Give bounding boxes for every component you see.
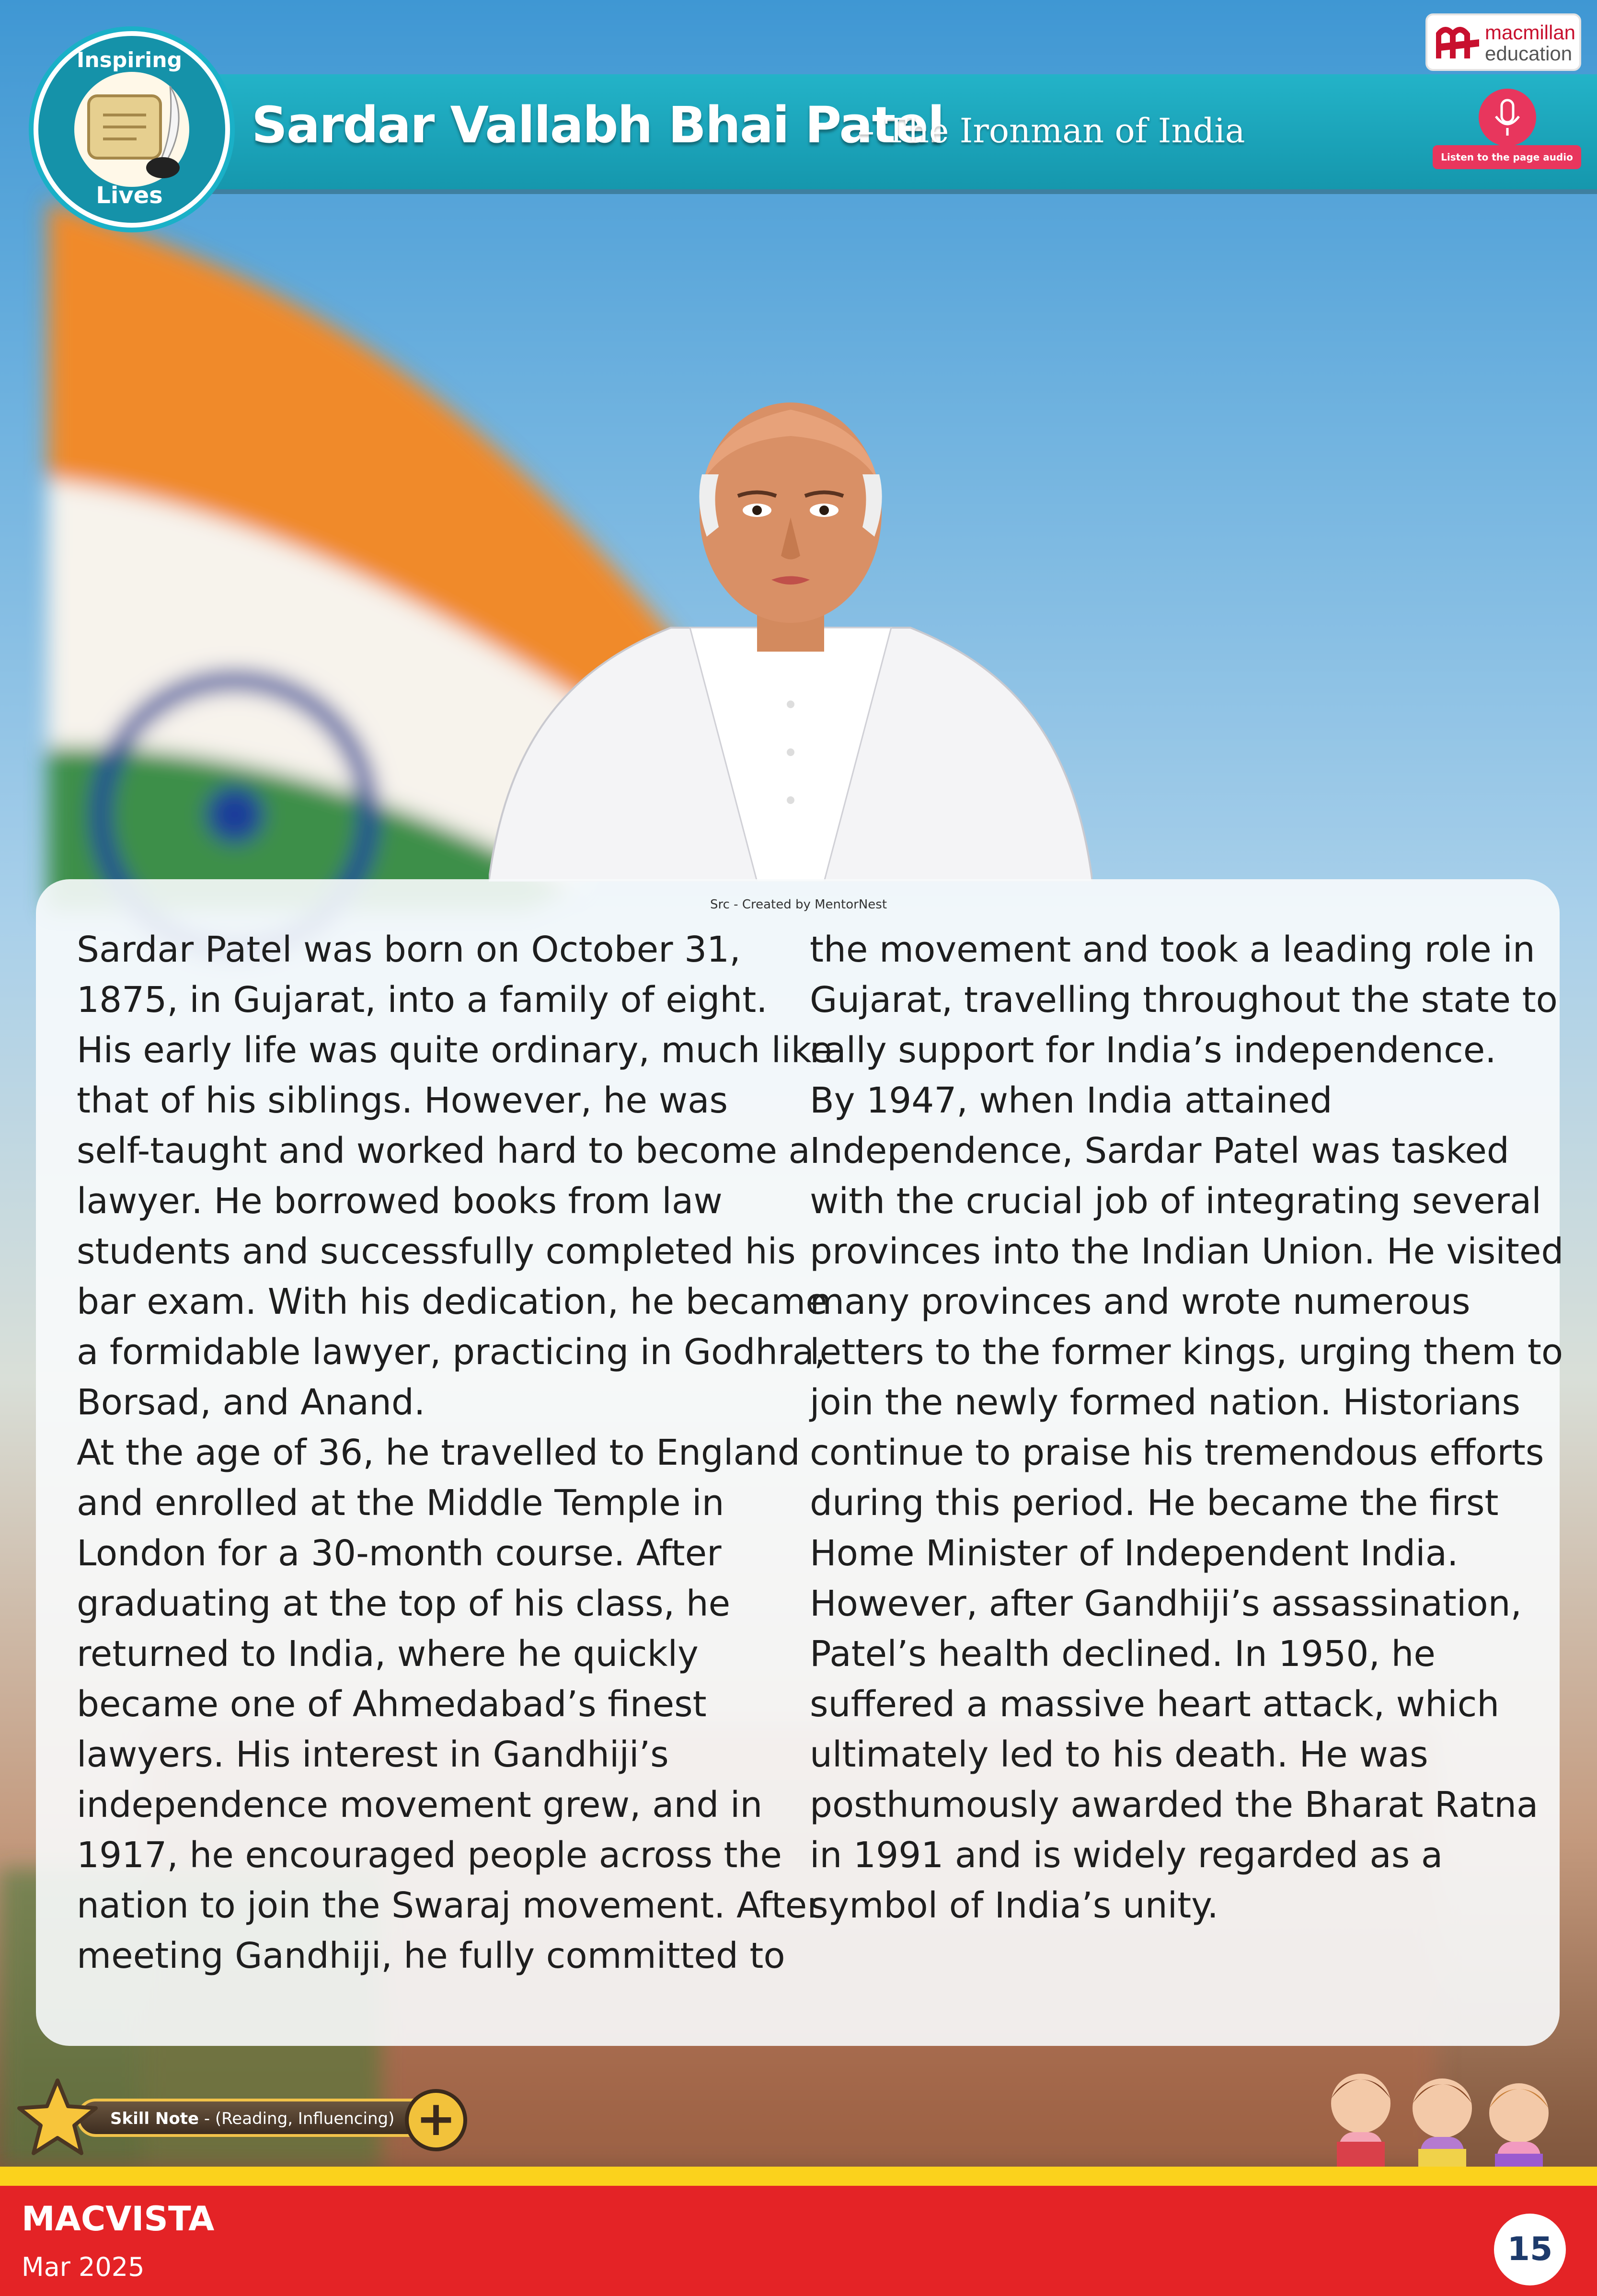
article-line: independence movement grew, and in (77, 1784, 763, 1825)
article-line: bar exam. With his dedication, he became (77, 1281, 827, 1322)
badge-bottom-label: Lives (96, 182, 163, 209)
footer-stripe (0, 2167, 1597, 2186)
macmillan-m-icon (1436, 25, 1479, 61)
article-line: became one of Ahmedabad’s finest (77, 1684, 707, 1725)
star-icon (14, 2075, 101, 2161)
listen-audio-button[interactable] (1433, 89, 1581, 170)
macmillan-education-logo (1425, 13, 1581, 71)
audio-button-label: Listen to the page audio (1433, 145, 1581, 169)
image-credit: Src - Created by MentorNest (710, 897, 887, 912)
article-line: lawyers. His interest in Gandhiji’s (77, 1734, 669, 1775)
article-line: returned to India, where he quickly (77, 1633, 699, 1675)
issue-date: Mar 2025 (22, 2252, 145, 2282)
article-line: join the newly formed nation. Historians (810, 1382, 1521, 1423)
plus-icon[interactable]: + (405, 2089, 467, 2151)
article-line: and enrolled at the Middle Temple in (77, 1482, 724, 1524)
skill-note-label: Skill Note (110, 2109, 199, 2128)
article-line: ultimately led to his death. He was (810, 1734, 1428, 1775)
article-line: letters to the former kings, urging them to (810, 1332, 1563, 1373)
skill-note-detail: - (Reading, Influencing) (199, 2109, 395, 2128)
logo-line-1: macmillan (1485, 21, 1576, 44)
page-number: 15 (1494, 2214, 1566, 2285)
article-line: Home Minister of Independent India. (810, 1533, 1459, 1574)
article-column-right (810, 925, 1563, 1931)
article-line: the movement and took a leading role in (810, 929, 1535, 970)
article-line: Patel’s health declined. In 1950, he (810, 1633, 1436, 1675)
article-line: However, after Gandhiji’s assassination, (810, 1583, 1522, 1624)
article-line: during this period. He became the first (810, 1482, 1499, 1524)
article-line: His early life was quite ordinary, much like (77, 1030, 832, 1071)
article-line: that of his siblings. However, he was (77, 1080, 728, 1121)
article-line: London for a 30-month course. After (77, 1533, 722, 1574)
microphone-icon (1479, 89, 1536, 146)
article-line: in 1991 and is widely regarded as a (810, 1835, 1443, 1876)
article-line: Independence, Sardar Patel was tasked (810, 1130, 1509, 1171)
article-line: rally support for India’s independence. (810, 1030, 1496, 1071)
article-column-left (77, 925, 832, 1981)
logo-line-2: education (1485, 42, 1573, 65)
skill-note[interactable] (14, 2075, 470, 2156)
badge-top-label: Inspiring (76, 48, 183, 72)
article-line: provinces into the Indian Union. He visited (810, 1231, 1564, 1272)
article-line: Gujarat, travelling throughout the state to (810, 979, 1558, 1021)
article-line: Sardar Patel was born on October 31, (77, 929, 741, 970)
article-line: At the age of 36, he travelled to England (77, 1432, 800, 1473)
page-subtitle: – The Ironman of India (858, 111, 1245, 150)
article-line: 1875, in Gujarat, into a family of eight. (77, 979, 768, 1021)
article-line: 1917, he encouraged people across the (77, 1835, 782, 1876)
article-line: symbol of India’s unity. (810, 1885, 1218, 1926)
article-line: graduating at the top of his class, he (77, 1583, 731, 1624)
article-line: nation to join the Swaraj movement. After (77, 1885, 822, 1926)
page-title: Sardar Vallabh Bhai Patel (252, 96, 944, 154)
footer-bar (0, 2186, 1597, 2296)
sardar-patel-portrait (489, 398, 1092, 882)
article-line: Borsad, and Anand. (77, 1382, 425, 1423)
article-line: posthumously awarded the Bharat Ratna (810, 1784, 1539, 1825)
article-line: continue to praise his tremendous efforts (810, 1432, 1544, 1473)
article-line: many provinces and wrote numerous (810, 1281, 1471, 1322)
article-line: self-taught and worked hard to become a (77, 1130, 810, 1171)
article-line: By 1947, when India attained (810, 1080, 1333, 1121)
article-line: suffered a massive heart attack, which (810, 1684, 1500, 1725)
article-line: students and successfully completed his (77, 1231, 796, 1272)
article-line: meeting Gandhiji, he fully committed to (77, 1935, 785, 1976)
article-line: a formidable lawyer, practicing in Godhra, (77, 1332, 826, 1373)
magazine-brand: MACVISTA (22, 2199, 215, 2239)
article-line: lawyer. He borrowed books from law (77, 1181, 723, 1222)
article-line: with the crucial job of integrating several (810, 1181, 1541, 1222)
